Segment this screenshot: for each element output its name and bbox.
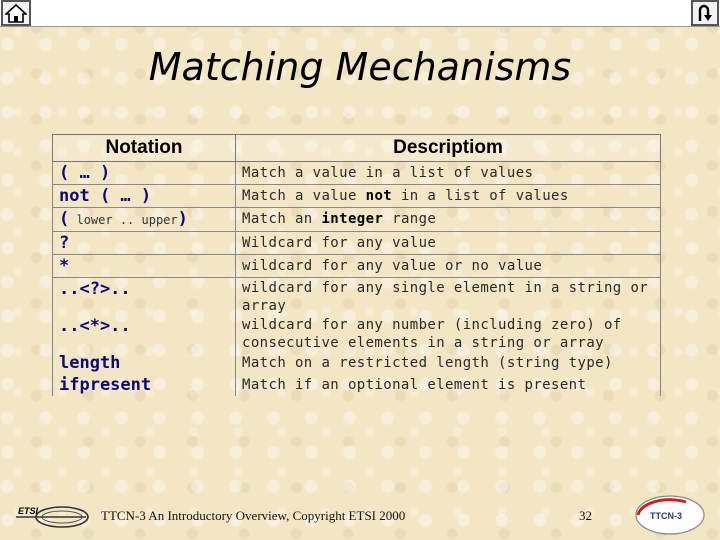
table-row	[53, 315, 661, 352]
description-text: range	[383, 211, 437, 227]
return-button[interactable]	[691, 0, 719, 26]
table-header-row	[53, 135, 661, 162]
description-cell: wildcard for any number (including zero) of consecutive elements in a string or array	[236, 315, 661, 352]
description-cell: Match if an optional element is present	[236, 374, 661, 396]
page-number: 32	[579, 508, 592, 523]
description-text: Match a value	[242, 188, 366, 204]
table-row	[53, 185, 661, 208]
ttcn3-logo	[634, 494, 706, 536]
notation-cell: ifpresent	[53, 374, 236, 396]
etsi-logo	[14, 500, 90, 534]
ttcn3-logo-text: TTCN-3	[650, 511, 682, 521]
notation-cell: ( … )	[53, 162, 236, 185]
notation-cell: ..<?>..	[53, 278, 236, 316]
footer-copyright: TTCN-3 An Introductory Overview, Copyright ETSI 2000	[101, 508, 406, 523]
table-row	[53, 278, 661, 316]
description-cell	[236, 208, 661, 232]
notation-close-paren: )	[177, 209, 188, 229]
table-row	[53, 208, 661, 232]
return-arrow-icon	[695, 3, 715, 23]
description-keyword: not	[365, 188, 393, 204]
description-text: in a list of values	[392, 188, 569, 204]
table-row	[53, 162, 661, 185]
description-cell: wildcard for any value or no value	[236, 255, 661, 278]
notation-header: Notation	[53, 135, 236, 162]
notation-cell: length	[53, 352, 236, 374]
notation-cell: *	[53, 255, 236, 278]
description-cell: wildcard for any single element in a string or array	[236, 278, 661, 316]
description-cell: Wildcard for any value	[236, 232, 661, 255]
home-button[interactable]	[1, 0, 31, 26]
notation-cell: not ( … )	[53, 185, 236, 208]
description-cell	[236, 185, 661, 208]
description-cell: Match on a restricted length (string type)	[236, 352, 661, 374]
table-row	[53, 255, 661, 278]
notation-range-text: lower .. upper	[69, 213, 178, 227]
notation-open-paren: (	[59, 209, 70, 229]
table-row	[53, 232, 661, 255]
notation-cell: ..<*>..	[53, 315, 236, 352]
description-text: Match an	[242, 211, 322, 227]
etsi-logo-text: ETSI	[18, 506, 39, 516]
home-icon	[5, 3, 27, 23]
description-keyword: integer	[321, 211, 384, 227]
slide-title: Matching Mechanisms	[148, 45, 572, 89]
table-row	[53, 352, 661, 374]
description-header: Descriptiom	[236, 135, 661, 162]
notation-cell: ?	[53, 232, 236, 255]
table-row	[53, 374, 661, 396]
notation-cell	[53, 208, 236, 232]
navigation-bar	[0, 0, 720, 27]
description-cell: Match a value in a list of values	[236, 162, 661, 185]
matching-mechanisms-table	[52, 134, 661, 396]
